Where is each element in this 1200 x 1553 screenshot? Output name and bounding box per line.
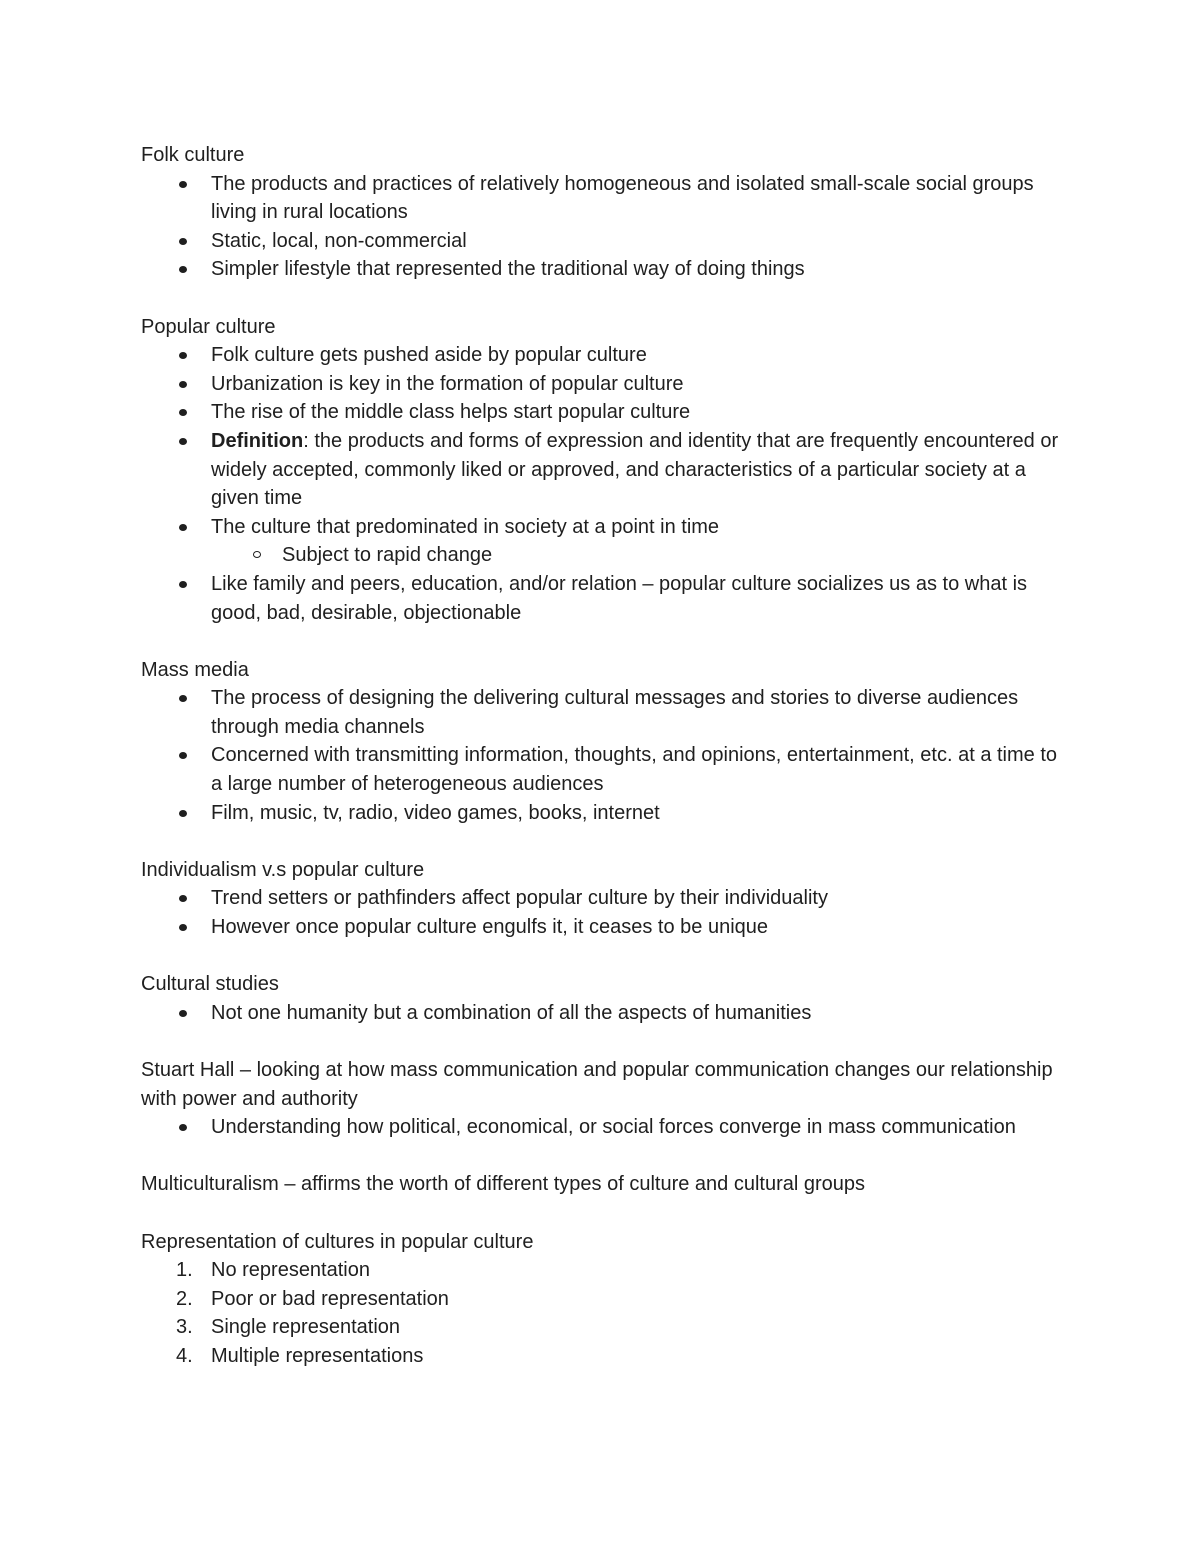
list-item xyxy=(141,684,1061,741)
bullet-list xyxy=(141,684,1061,827)
list-item-text: Trend setters or pathfinders affect popular culture by their individuality xyxy=(211,887,828,910)
list-item-text: The rise of the middle class helps start popular culture xyxy=(211,401,691,424)
bullet-icon xyxy=(179,341,199,370)
section-heading: Popular culture xyxy=(141,315,276,338)
section-individualism xyxy=(141,856,1061,942)
list-item xyxy=(141,513,1061,542)
list-item-text: Static, local, non-commercial xyxy=(211,229,467,252)
list-item-text: Like family and peers, education, and/or relation – popular culture socializes us as to what is good, bad, desirable, objectionable xyxy=(211,572,1028,624)
list-item xyxy=(141,570,1061,627)
bullet-icon xyxy=(179,513,199,542)
section-representation xyxy=(141,1228,1061,1371)
list-item-text: Folk culture gets pushed aside by popular culture xyxy=(211,344,647,367)
section-heading: Mass media xyxy=(141,658,249,681)
bullet-list xyxy=(141,1113,1061,1142)
list-item xyxy=(141,370,1061,399)
bullet-icon xyxy=(179,1113,199,1142)
bullet-icon xyxy=(179,570,199,599)
sub-list-item-text: Subject to rapid change xyxy=(282,544,493,567)
list-item-text: Poor or bad representation xyxy=(211,1287,449,1310)
list-item-text: The process of designing the delivering cultural messages and stories to diverse audiences through media channels xyxy=(211,687,1019,738)
list-number: 4. xyxy=(176,1344,193,1367)
list-item xyxy=(141,999,1061,1028)
bullet-icon xyxy=(179,913,199,942)
bullet-list xyxy=(141,170,1061,284)
bullet-icon xyxy=(179,370,199,399)
bullet-icon xyxy=(179,884,199,913)
list-item-text: Not one humanity but a combination of all the aspects of humanities xyxy=(211,1001,812,1024)
list-item-text: No representation xyxy=(211,1259,370,1282)
list-item xyxy=(141,341,1061,370)
list-item-text: The products and practices of relatively homogeneous and isolated small-scale social groups living in rural locations xyxy=(211,172,1034,224)
list-item xyxy=(141,398,1061,427)
section-heading: Stuart Hall – looking at how mass communication and popular communication changes our relationship with power and authority xyxy=(141,1059,1053,1110)
section-cultural-studies xyxy=(141,970,1061,1027)
numbered-list xyxy=(141,1256,1061,1370)
document-page xyxy=(141,141,1061,1399)
section-multiculturalism xyxy=(141,1170,1061,1199)
bullet-icon xyxy=(179,684,199,713)
numbered-list-item xyxy=(141,1285,1061,1314)
list-item xyxy=(141,227,1061,256)
bullet-icon xyxy=(179,741,199,770)
bullet-icon xyxy=(179,255,199,284)
list-item-text: Urbanization is key in the formation of popular culture xyxy=(211,372,684,395)
list-item-text: Concerned with transmitting information, thoughts, and opinions, entertainment, etc. at a time to a large number of heterogeneous audiences xyxy=(211,744,1058,796)
bullet-list xyxy=(141,341,1061,627)
bullet-icon xyxy=(179,799,199,828)
bullet-icon xyxy=(179,999,199,1028)
list-number: 1. xyxy=(176,1259,193,1282)
bullet-list xyxy=(141,884,1061,941)
list-item xyxy=(141,799,1061,828)
list-item-text: However once popular culture engulfs it, it ceases to be unique xyxy=(211,916,769,939)
section-heading: Folk culture xyxy=(141,144,245,166)
bullet-icon xyxy=(179,398,199,427)
list-item-text: Film, music, tv, radio, video games, books, internet xyxy=(211,801,660,824)
list-item-text: Simpler lifestyle that represented the traditional way of doing things xyxy=(211,258,805,281)
list-item xyxy=(141,255,1061,284)
list-number: 2. xyxy=(176,1287,193,1310)
section-folk-culture xyxy=(141,141,1061,284)
bullet-icon xyxy=(179,427,199,456)
definition-term: Definition xyxy=(211,429,304,452)
section-heading: Individualism v.s popular culture xyxy=(141,858,425,881)
list-item-text: Single representation xyxy=(211,1316,401,1339)
list-item-text: Multiple representations xyxy=(211,1344,424,1367)
section-heading: Representation of cultures in popular culture xyxy=(141,1230,534,1253)
sub-list-item xyxy=(141,541,1061,570)
section-popular-culture xyxy=(141,313,1061,628)
bullet-icon xyxy=(179,170,199,199)
list-item xyxy=(141,170,1061,227)
section-stuart-hall xyxy=(141,1056,1061,1142)
paragraph: Multiculturalism – affirms the worth of different types of culture and cultural groups xyxy=(141,1173,866,1196)
bullet-icon xyxy=(179,227,199,256)
list-number: 3. xyxy=(176,1316,193,1339)
section-mass-media xyxy=(141,656,1061,828)
list-item-text: The culture that predominated in society at a point in time xyxy=(211,515,720,538)
bullet-list xyxy=(141,999,1061,1028)
list-item xyxy=(141,884,1061,913)
numbered-list-item xyxy=(141,1313,1061,1342)
definition-text: : the products and forms of expression and identity that are frequently encountered or widely accepted, commonly liked or approved, and characteristics of a particular society at a given time xyxy=(211,429,1059,510)
list-item-text: Understanding how political, economical, or social forces converge in mass communication xyxy=(211,1116,1016,1139)
numbered-list-item xyxy=(141,1342,1061,1371)
list-item xyxy=(141,913,1061,942)
numbered-list-item xyxy=(141,1256,1061,1285)
list-item xyxy=(141,741,1061,798)
hollow-bullet-icon xyxy=(253,541,273,570)
list-item-definition xyxy=(141,427,1061,513)
list-item xyxy=(141,1113,1061,1142)
section-heading: Cultural studies xyxy=(141,973,279,996)
